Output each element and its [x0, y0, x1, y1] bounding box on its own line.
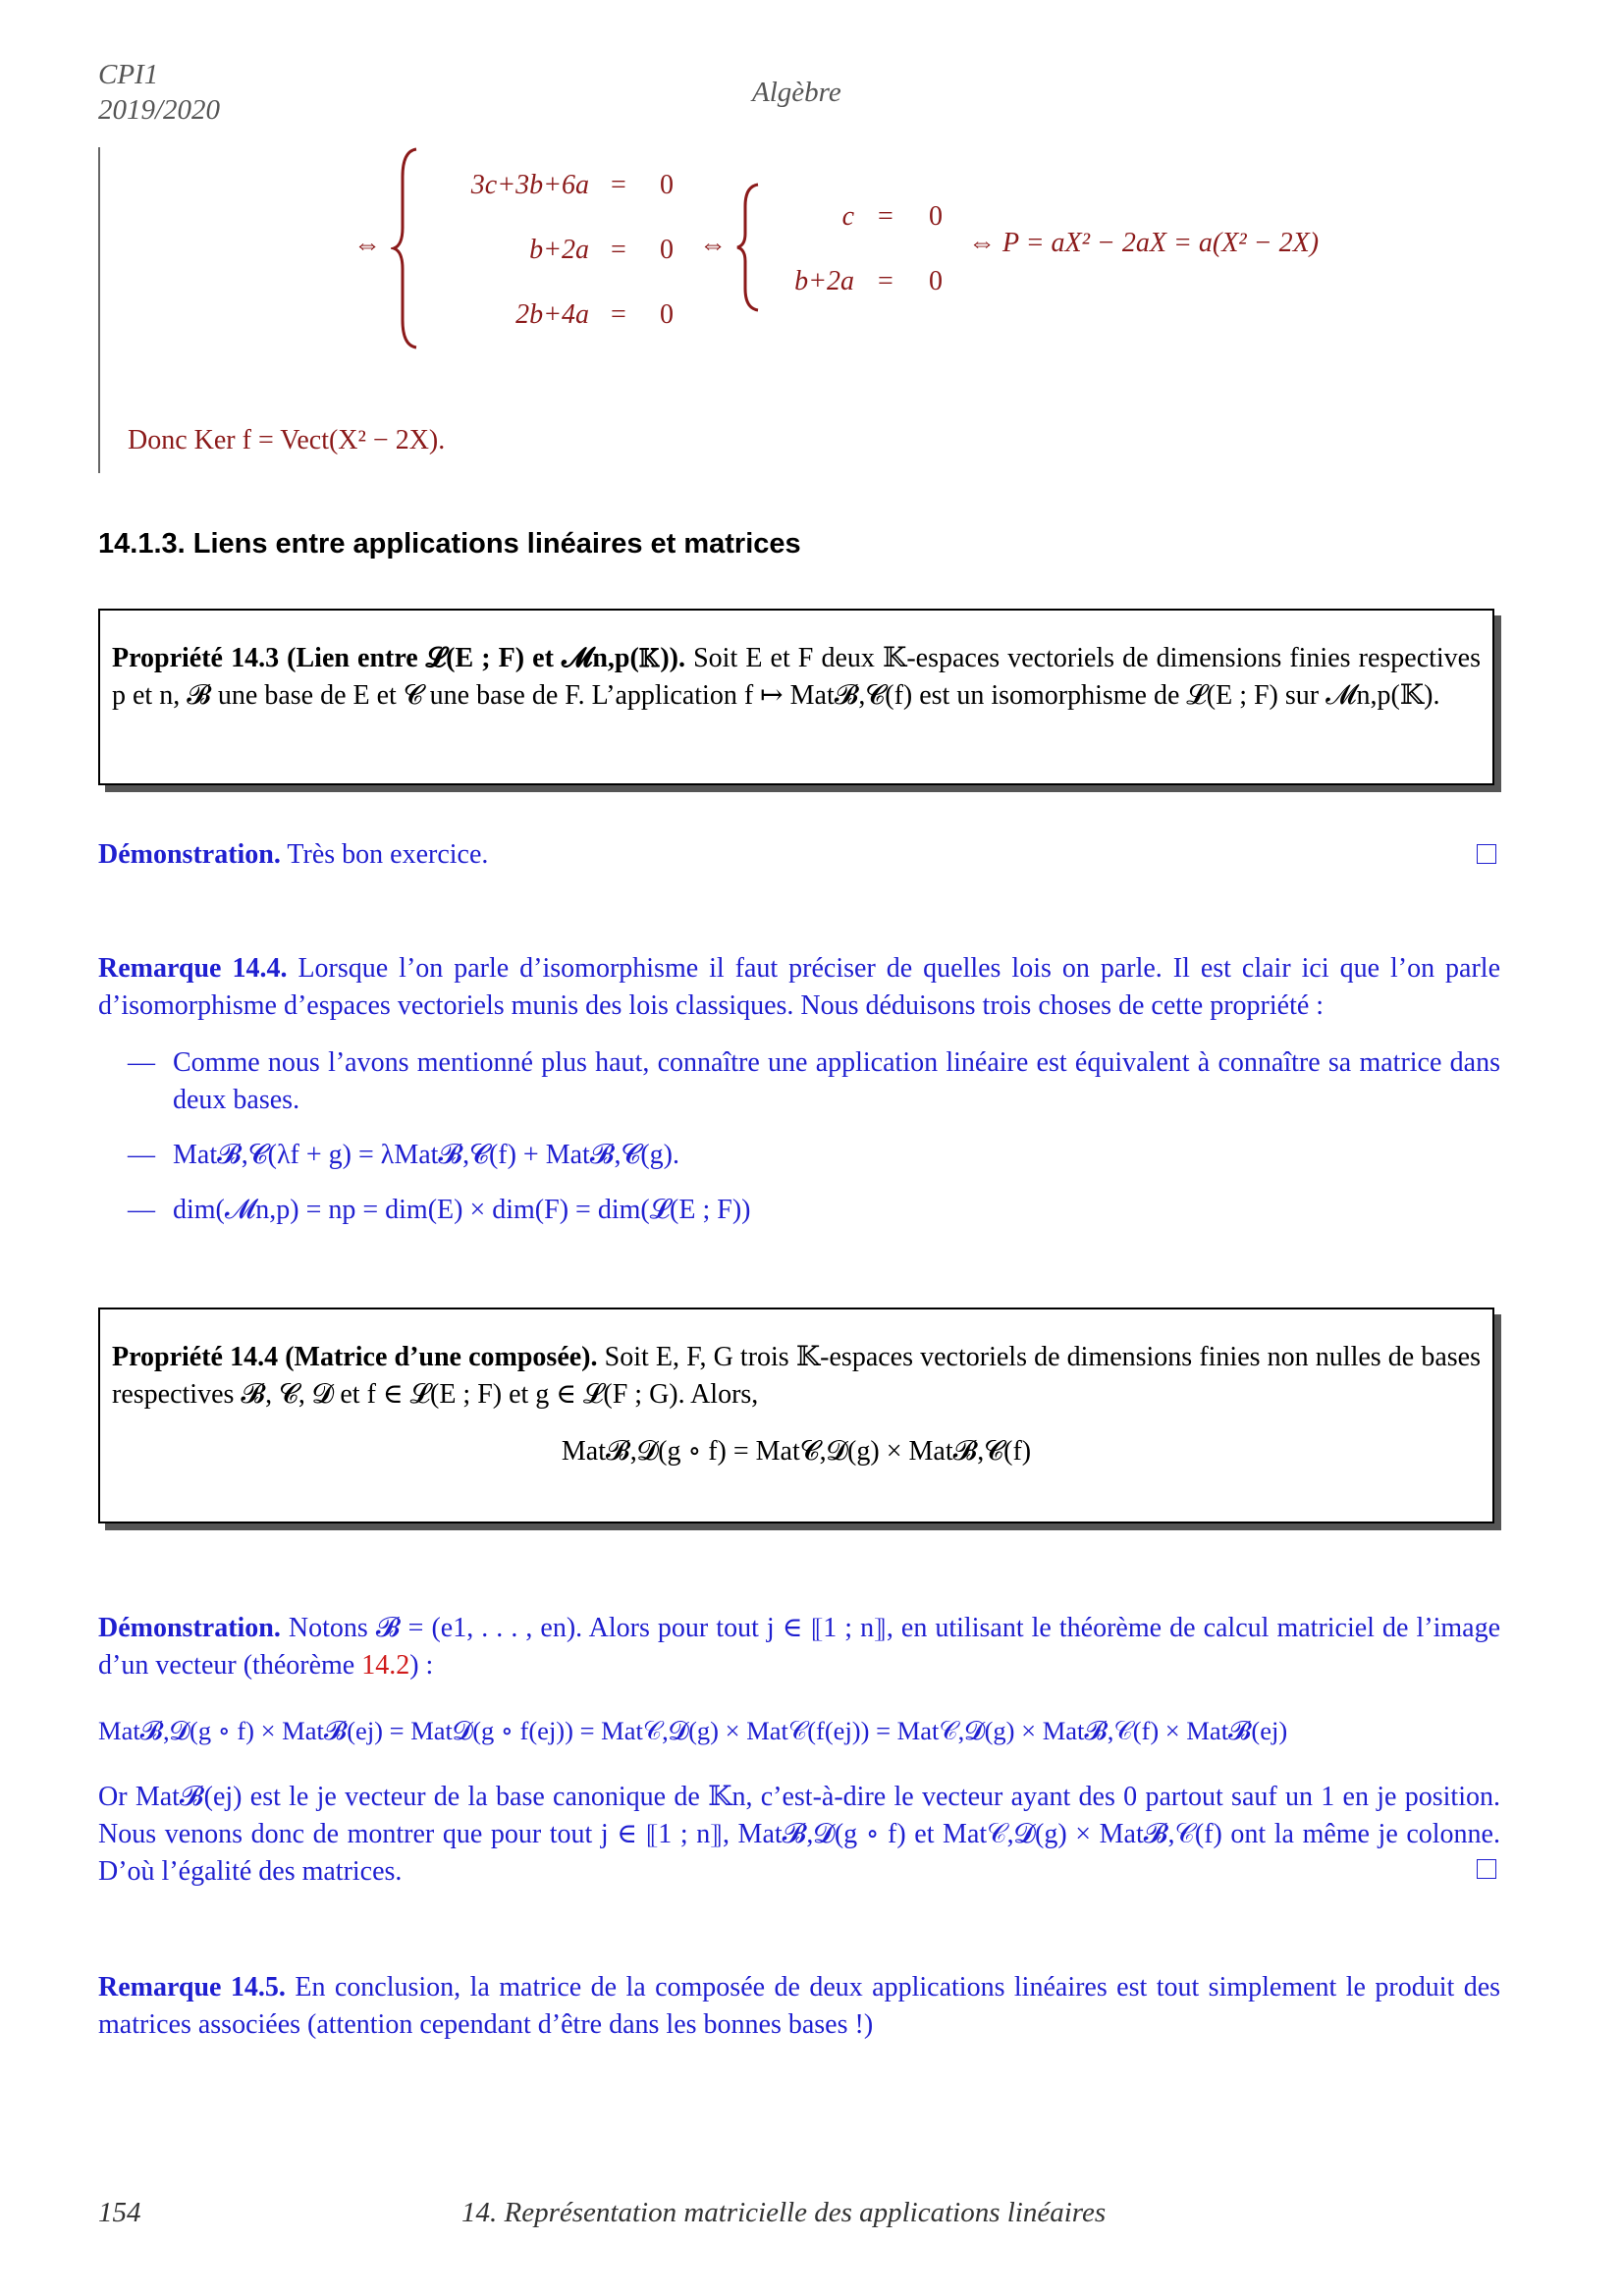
list-dash: —	[128, 1047, 155, 1078]
property-14-4	[100, 1309, 1492, 1414]
eq5-lhs: b+2a	[794, 266, 854, 296]
header-subject: Algèbre	[752, 77, 841, 108]
header-course: CPI1	[98, 59, 159, 90]
theorem-reference-link[interactable]: 14.2	[361, 1650, 410, 1681]
remark-14-4	[98, 950, 1500, 1025]
section-heading	[98, 528, 801, 561]
property-14-4-box	[98, 1308, 1494, 1523]
eq1-rhs: 0	[660, 170, 674, 200]
eq3-lhs: 2b+4a	[515, 299, 589, 330]
equiv-symbol-2: ⇔	[699, 230, 727, 260]
list-dash: —	[128, 1140, 155, 1170]
kernel-conclusion: Donc Ker f = Vect(X² − 2X).	[128, 425, 446, 455]
remark-14-4-text: Lorsque l’on parle d’isomorphisme il faut préciser de quelles lois on parle. Il est clair ici que l’on parle d’isomorphisme d’espaces vectoriels munis des lois classiques. Nous déduisons trois choses de cette propriété :	[98, 953, 1501, 1021]
list-item	[128, 1137, 1500, 1174]
list-item	[128, 1044, 1500, 1119]
eq3-eq: =	[611, 299, 626, 330]
eq3-rhs: 0	[660, 299, 674, 330]
equiv-symbol: ⇔	[353, 230, 381, 260]
list-item-text: Mat𝓑,𝓒(λf + g) = λMat𝓑,𝓒(f) + Mat𝓑,𝓒(g).	[173, 1140, 679, 1170]
demonstration-2-text: Notons 𝓑 = (e1, . . . , en). Alors pour tout j ∈ ⟦1 ; n⟧, en utilisant le théorème de calcul matriciel de l’image d’un vecteur (théorème	[98, 1613, 1501, 1681]
eq5-eq: =	[878, 266, 893, 296]
eq5-rhs: 0	[929, 266, 943, 296]
system-result: ⇔ P = aX² − 2aX = a(X² − 2X)	[968, 228, 1320, 258]
demonstration-2	[98, 1610, 1500, 1684]
proof-margin-bar	[98, 147, 100, 473]
demonstration-2-conclusion: Or Mat𝓑(ej) est le je vecteur de la base canonique de 𝕂n, c’est-à-dire le vecteur ayant des 0 partout sauf un 1 en je position. Nous venons donc de montrer que pour tout j ∈ ⟦1 ; n⟧, Mat𝓑,𝓓(g ∘ f) et Mat𝒞,𝓓(g) × Mat𝓑,𝒞(f) ont la même je colonne. D’où l’égalité des matrices.	[98, 1782, 1500, 1887]
remark-14-4-label: Remarque 14.4.	[98, 953, 288, 984]
eq1-eq: =	[611, 170, 626, 200]
qed-square-2	[1477, 1859, 1496, 1879]
footer-chapter-title: 14. Représentation matricielle des applications linéaires	[461, 2197, 1107, 2228]
eq2-lhs: b+2a	[529, 235, 589, 265]
header-year: 2019/2020	[98, 94, 221, 126]
demonstration-2-label: Démonstration.	[98, 1613, 281, 1643]
list-item-text: Comme nous l’avons mentionné plus haut, connaître une application linéaire est équivalent à connaître sa matrice dans deux bases.	[173, 1047, 1500, 1115]
list-item	[128, 1192, 1500, 1229]
demonstration-1-label: Démonstration.	[98, 839, 281, 870]
section-number: 14.1.3.	[98, 528, 186, 560]
remark-14-5	[98, 1969, 1500, 2044]
property-14-3-body: Soit E et F deux 𝕂-espaces vectoriels de dimensions finies respectives p et n, 𝓑 une base de E et 𝓒 une base de F. L’application f ↦ Mat𝓑,𝓒(f) est un isomorphisme de 𝓛(E ; F) sur 𝓜n,p(𝕂).	[112, 643, 1482, 711]
section-title: Liens entre applications linéaires et matrices	[192, 528, 801, 560]
eq2-rhs: 0	[660, 235, 674, 265]
page-number: 154	[98, 2197, 141, 2228]
property-14-3	[100, 611, 1492, 715]
remark-14-5-text: En conclusion, la matrice de la composée de deux applications linéaires est tout simplement le produit des matrices associées (attention cependant d’être dans les bonnes bases !)	[98, 1972, 1501, 2040]
qed-square-1	[1477, 844, 1496, 864]
demonstration-1	[98, 836, 488, 874]
eq4-eq: =	[878, 201, 893, 232]
eq4-rhs: 0	[929, 201, 943, 232]
property-14-3-title: Propriété 14.3 (Lien entre 𝓛(E ; F) et 𝓜n,p(𝕂)).	[112, 643, 686, 673]
eq2-eq: =	[611, 235, 626, 265]
remark-14-4-list	[128, 1044, 1500, 1229]
property-14-3-box	[98, 609, 1494, 785]
demonstration-1-text: Très bon exercice.	[287, 839, 489, 870]
property-14-4-formula: Mat𝓑,𝓓(g ∘ f) = Mat𝓒,𝓓(g) × Mat𝓑,𝓒(f)	[561, 1436, 1032, 1467]
property-14-4-title: Propriété 14.4 (Matrice d’une composée).	[112, 1342, 598, 1372]
eq4-lhs: c	[841, 201, 854, 232]
eq1-lhs: 3c+3b+6a	[470, 170, 589, 200]
remark-14-5-label: Remarque 14.5.	[98, 1972, 286, 2002]
property-14-4-body: Soit E, F, G trois 𝕂-espaces vectoriels de dimensions finies non nulles de bases respectives 𝓑, 𝓒, 𝓓 et f ∈ 𝓛(E ; F) et g ∈ 𝓛(F ; G). Alors,	[112, 1342, 1481, 1410]
list-item-text: dim(𝓜n,p) = np = dim(E) × dim(F) = dim(𝓛(E ; F))	[173, 1195, 751, 1225]
list-dash: —	[128, 1195, 155, 1225]
demonstration-2-text-end: ) :	[409, 1650, 434, 1681]
demonstration-2-formula: Mat𝓑,𝓓(g ∘ f) × Mat𝓑(ej) = Mat𝓓(g ∘ f(ej)) = Mat𝒞,𝓓(g) × Mat𝒞(f(ej)) = Mat𝒞,𝓓(g) × Mat𝓑,𝒞(f) × Mat𝓑(ej)	[98, 1716, 1288, 1745]
